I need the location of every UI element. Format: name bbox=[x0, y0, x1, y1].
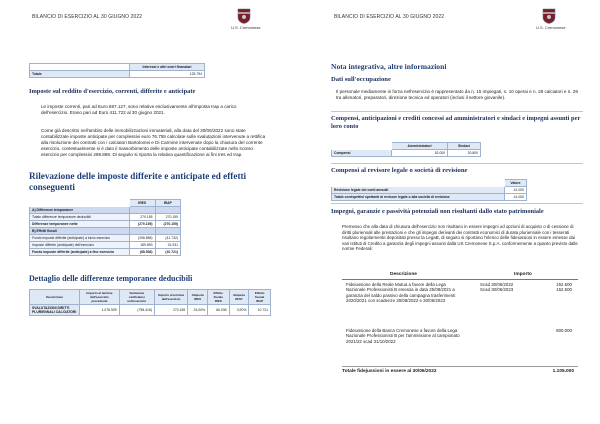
left-page bbox=[6, 0, 291, 424]
auditor-row-label: Revisione legale dei conti annuali bbox=[332, 187, 505, 194]
table-row bbox=[30, 228, 181, 235]
guarantee-amount: 800.000 bbox=[556, 328, 572, 333]
table-row bbox=[30, 207, 181, 214]
notes-title: Nota integrativa, altre informazioni bbox=[331, 62, 447, 71]
row-label: Fondo imposte differite (anticipate) a inizio esercizio bbox=[30, 235, 130, 242]
detail-cell: 270.155 bbox=[154, 305, 187, 316]
row-value: (270.155) bbox=[130, 221, 156, 228]
col-description: Descrizione bbox=[390, 272, 417, 277]
page-header-right: BILANCIO DI ESERCIZIO AL 30 GIUGNO 2022 bbox=[334, 14, 445, 20]
col-auditors: Sindaci bbox=[448, 143, 481, 150]
detail-cell: 24,00% bbox=[188, 305, 208, 316]
detail-cell: 66.036 bbox=[208, 305, 229, 316]
row-label: Imposte differite (anticipate) dell'esercizio bbox=[30, 242, 130, 249]
total-value: 1.105.000 bbox=[552, 369, 574, 374]
table-row bbox=[30, 214, 181, 221]
row-label: Totale differenze temporanee deducibili bbox=[30, 214, 130, 221]
row-label: Fondo imposte differite (anticipate) a fine esercizio bbox=[30, 249, 130, 256]
crest-icon bbox=[237, 8, 251, 24]
row-value bbox=[155, 207, 181, 214]
guarantee-due-2: Scad 30/06/2023 bbox=[480, 287, 514, 293]
row-label: Differenze temporanee nette bbox=[30, 221, 130, 228]
row-value: 270.155 bbox=[130, 214, 156, 221]
crest-icon bbox=[542, 8, 556, 24]
page-header: BILANCIO DI ESERCIZIO AL 30 GIUGNO 2022 bbox=[32, 14, 143, 20]
row-value bbox=[155, 228, 181, 235]
deferred-taxes-table bbox=[29, 199, 181, 256]
guarantee-amount-1: 152.500 bbox=[556, 282, 572, 287]
divider bbox=[331, 111, 583, 112]
row-label: A) Differenze temporanee bbox=[30, 207, 130, 214]
section-title-employment: Dati sull'occupazione bbox=[331, 76, 391, 83]
section-title-detail: Dettaglio delle differenze temporanee deducibili bbox=[29, 274, 193, 283]
row-value bbox=[130, 207, 156, 214]
table-row bbox=[30, 249, 181, 256]
col-ires: IRES bbox=[130, 200, 156, 207]
table-row bbox=[30, 235, 181, 242]
row-value: (258.856) bbox=[130, 235, 156, 242]
col-amount: Importo bbox=[514, 272, 532, 277]
total-label: Totale fidejussioni in essere al 30/06/2022 bbox=[342, 369, 437, 374]
guarantee-amount-2: 152.500 bbox=[556, 287, 572, 293]
col-value: Valore bbox=[504, 180, 526, 187]
interest-header: Interessi e altri oneri finanziari bbox=[130, 64, 205, 71]
interest-total-label: Totale bbox=[30, 71, 130, 78]
detail-col: Effetto fiscale IRAP bbox=[249, 290, 271, 305]
guarantee-desc: Fideiussione della Reale Mutua a favore della Lega Nazionale Professionisti B emessa in data 25/08/2021 a garanzia del saldo passivo della campagna trasferimenti 2020/2021 con scadenze 30/08/2022 e 30/06/2023 bbox=[346, 282, 456, 304]
row-value bbox=[130, 228, 156, 235]
row-value: 189.893 bbox=[130, 242, 156, 249]
compensation-table bbox=[331, 142, 481, 157]
taxes-paragraph-1: Le imposte correnti, pari ad Euro 687.127, sono relative esclusivamente all'imposta Irap a carico dell'esercizio. Erano pari ad Euro 411.722 al 30 giugno 2021. bbox=[41, 104, 237, 115]
auditor-table bbox=[331, 179, 527, 201]
detail-cell: 10.721 bbox=[249, 305, 271, 316]
col-directors: Amministratori bbox=[392, 143, 448, 150]
guarantees-total bbox=[342, 366, 578, 376]
guarantee-due-1: Scad 30/06/2022 bbox=[480, 282, 514, 287]
auditor-total-label: Totale corrispettivi spettanti al revisore legale o alla società di revisione bbox=[332, 194, 505, 201]
detail-col: Aliquota IRAP bbox=[229, 290, 249, 305]
commitments-paragraph: Premesso che alla data di chiusura dell'esercizio non risultano in essere impegni od opzioni di acquisto o di cessione di diritti pluriennali alle prestazioni e che gli impegni derivanti dei contratti economici di durata pluriennale con i tesserati risultano regolarmente depositati presso la LegaB, di seguito si riportano l'elenco delle fideiussioni in essere emesse dai vari Istituti di Credito a garanzia degli impegni assunti dalla US Cremonese S.p.A. conformemente a quanto previsto dalle norme Federali: bbox=[342, 224, 578, 252]
section-title-taxes: Imposte sul reddito d'esercizio, correnti, differite e anticipate bbox=[29, 88, 196, 95]
detail-cell: 1.078.509 bbox=[80, 305, 119, 316]
auditor-row-value: 41.000 bbox=[504, 187, 526, 194]
detail-col: Descrizione bbox=[30, 290, 80, 305]
section-title-deferred: Rilevazione delle imposte differite e anticipate ed effetti conseguenti bbox=[29, 171, 247, 192]
guarantee-item bbox=[342, 282, 578, 312]
section-title-auditor: Compensi al revisore legale o società di revisione bbox=[331, 167, 468, 174]
divider bbox=[331, 203, 583, 204]
compensation-directors: 52.000 bbox=[392, 150, 448, 157]
row-value: (270.155) bbox=[155, 221, 181, 228]
row-value: 31.931 bbox=[155, 242, 181, 249]
guarantee-desc: Fideiussione della Banca Cremonese a favore della Lega Nazionale Professionisti B per l'ammissione al campionato 2021/22 scad 31/10/2022 bbox=[346, 328, 460, 344]
table-row bbox=[30, 242, 181, 249]
right-page bbox=[308, 0, 593, 424]
logo-caption: U.S. Cremonese bbox=[231, 25, 261, 30]
detail-col: Importo al termine dell'esercizio precedente bbox=[80, 290, 119, 305]
row-value: (68.536) bbox=[130, 249, 156, 256]
detail-col: Aliquota IRES bbox=[188, 290, 208, 305]
section-title-commitments: Impegni, garanzie e passività potenziali non risultanti dallo stato patrimoniale bbox=[331, 208, 544, 215]
interest-total-value: 125.794 bbox=[130, 71, 205, 78]
section-title-compensation: Compensi, anticipazioni e crediti concessi ad amministratori e sindaci e impegni assunti per loro conto bbox=[331, 115, 581, 130]
compensation-auditors: 20.800 bbox=[448, 150, 481, 157]
auditor-total-value: 41.000 bbox=[504, 194, 526, 201]
detail-cell: (758.418) bbox=[119, 305, 154, 316]
compensation-label: Compensi bbox=[332, 150, 392, 157]
detail-table bbox=[29, 289, 271, 316]
row-label: B) Effetti fiscali bbox=[30, 228, 130, 235]
club-logo bbox=[231, 8, 261, 30]
guarantees-list bbox=[342, 272, 578, 376]
divider bbox=[331, 163, 583, 164]
row-value: 270.155 bbox=[155, 214, 181, 221]
detail-col: Effetto fiscale IRES bbox=[208, 290, 229, 305]
row-value: (10.721) bbox=[155, 249, 181, 256]
detail-cell: 3,90% bbox=[229, 305, 249, 316]
interest-table bbox=[29, 63, 205, 78]
col-irap: IRAP bbox=[155, 200, 181, 207]
club-logo-right bbox=[536, 8, 566, 30]
guarantee-item bbox=[342, 328, 578, 352]
taxes-paragraph-2: Come già descritto nell'ambito delle immobilizzazioni immateriali, alla data del 30/06/2022 sono state contabilizzate imposte anticipate per complessivi euro 76.755 calcolate sulle svalutazioni intervenute a rettifica alla risoluzione dei contratti con i calciatori Bartolomei e Di Carmine intervenute dopo la chiusura del corrente esercizio, contestualmente si è dato il riassorbimento delle imposte anticipate contabilizzate nello scorso esercizio per complessivi 298.889. Di seguito si riporta la relativa quantificazione ai fini Ires ed Irap. bbox=[41, 128, 266, 157]
detail-col: Importo al termine dell'esercizio bbox=[154, 290, 187, 305]
employment-paragraph: Il personale mediamente in forza nell'esercizio è rappresentato da n. 15 impiegati, n. 10 operai e n. 28 calciatori e n. 29 tra allenatori, preparatori, direzione tecnica ed operatori (inclusi il settore giovanile). bbox=[336, 89, 578, 100]
detail-col: Variazione verificatasi nell'esercizio bbox=[119, 290, 154, 305]
logo-caption-right: U.S. Cremonese bbox=[536, 25, 566, 30]
table-row bbox=[30, 221, 181, 228]
row-value: (41.732) bbox=[155, 235, 181, 242]
detail-cell: SVALUTAZIONI DIRITTI PLURIENNALI CALCIATORI bbox=[30, 305, 80, 316]
